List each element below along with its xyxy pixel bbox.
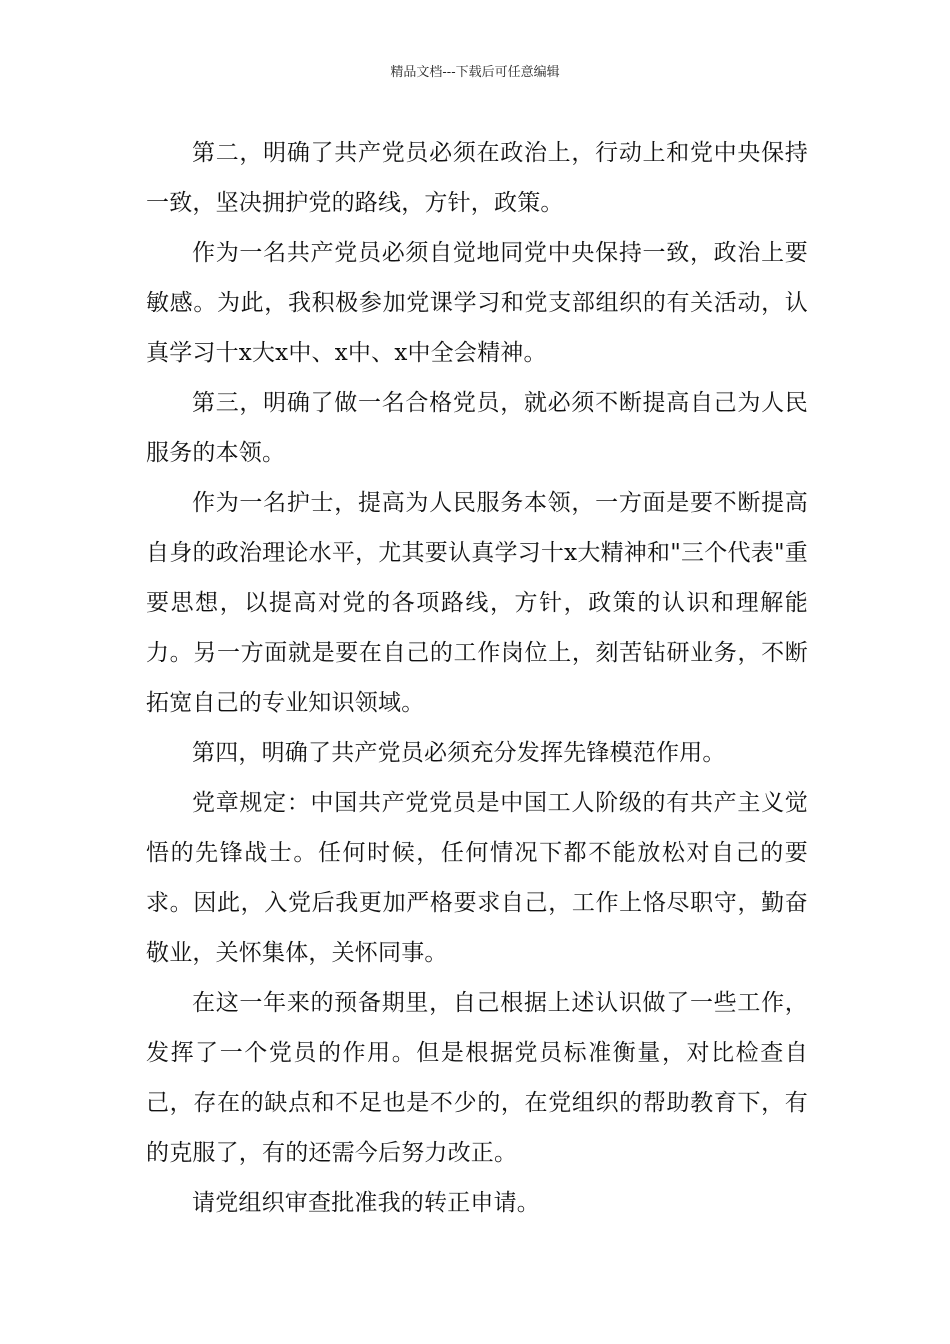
paragraph: 在这一年来的预备期里，自己根据上述认识做了一些工作，发挥了一个党员的作用。但是根据党员标准衡量，对比检查自己，存在的缺点和不足也是不少的，在党组织的帮助教育下，有的克服了，有的还需今后努力改正。	[146, 990, 808, 1166]
paragraph: 作为一名共产党员必须自觉地同党中央保持一致，政治上要敏感。为此，我积极参加党课学习和党支部组织的有关活动，认真学习十x大x中、x中、x中全会精神。	[146, 240, 808, 366]
paragraph: 第二，明确了共产党员必须在政治上，行动上和党中央保持一致，坚决拥护党的路线，方针，政策。	[146, 140, 808, 216]
paragraph: 第四，明确了共产党员必须充分发挥先锋模范作用。	[192, 740, 726, 766]
page-header: 精品文档---下载后可任意编辑	[390, 65, 560, 80]
document-body	[146, 128, 808, 1228]
paragraph: 第三，明确了做一名合格党员，就必须不断提高自己为人民服务的本领。	[146, 390, 808, 466]
paragraph: 党章规定：中国共产党党员是中国工人阶级的有共产主义觉悟的先锋战士。任何时候，任何情况下都不能放松对自己的要求。因此，入党后我更加严格要求自己，工作上恪尽职守，勤奋敬业，关怀集体，关怀同事。	[146, 790, 808, 966]
paragraph: 作为一名护士，提高为人民服务本领，一方面是要不断提高自身的政治理论水平，尤其要认真学习十x大精神和"三个代表"重要思想，以提高对党的各项路线，方针，政策的认识和理解能力。另一方面就是要在自己的工作岗位上，刻苦钻研业务，不断拓宽自己的专业知识领域。	[146, 490, 808, 716]
paragraph: 请党组织审查批准我的转正申请。	[192, 1190, 540, 1216]
